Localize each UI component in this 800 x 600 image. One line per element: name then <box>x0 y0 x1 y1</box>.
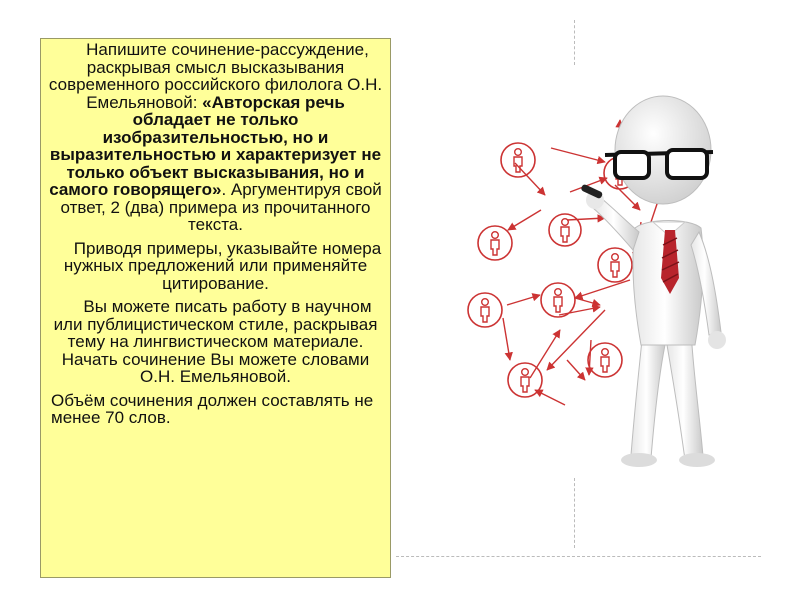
assignment-paragraph-3: Вы можете писать работу в научном или публицистическом стиле, раскрывая тему на лингвистическом материале. Начать сочинение Вы можете словами О.Н. Емельяновой. <box>53 297 378 386</box>
assignment-paragraph-2: Приводя примеры, указывайте номера нужных предложений или применяйте цитирование. <box>63 238 382 293</box>
vertical-divider-top <box>574 20 575 65</box>
assignment-text: Напишите сочинение-рассуждение, раскрывая смысл высказывания современного российского филолога О.Н. Емельяновой: <box>48 40 383 112</box>
stick-figure-icon <box>580 96 726 467</box>
assignment-paragraph-4: Объём сочинения должен составлять не менее 70 слов. <box>51 390 374 427</box>
horizontal-divider <box>396 556 761 557</box>
network-illustration <box>455 60 745 490</box>
assignment-text-continued: . Аргументируя свой ответ, 2 (два) примера из прочитанного текста. <box>60 180 382 234</box>
assignment-textbox <box>40 38 391 578</box>
assignment-paragraph-1 <box>47 41 384 234</box>
quote-text: «Авторская речь обладает не только изобразительностью, но и выразительностью и характеризует не только объект высказывания, но и самого говорящего» <box>49 92 382 199</box>
